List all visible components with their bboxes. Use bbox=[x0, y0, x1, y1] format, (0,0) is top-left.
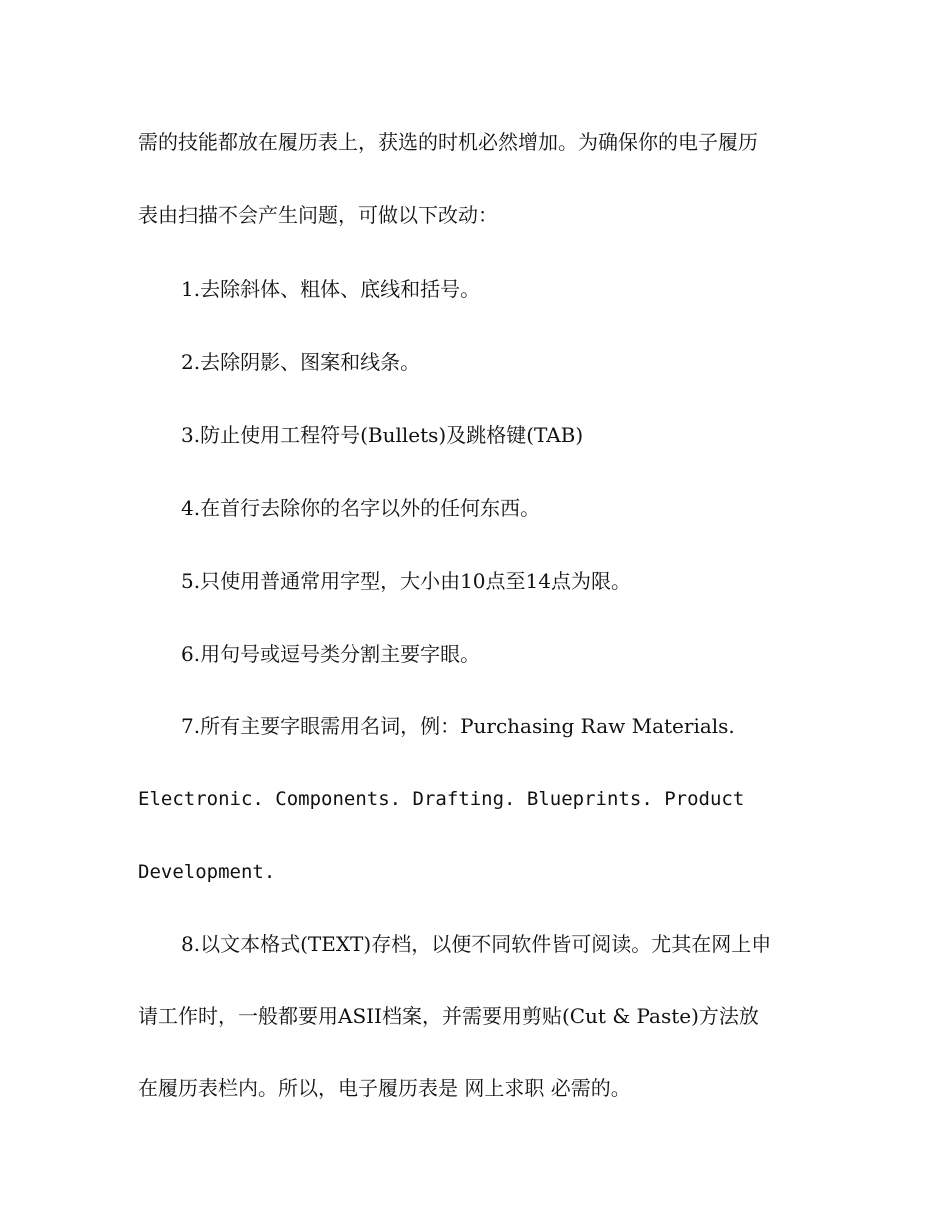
list-item-7: 7.所有主要字眼需用名词，例：Purchasing Raw Materials. bbox=[181, 714, 735, 738]
list-item-6: 6.用句号或逗号类分割主要字眼。 bbox=[181, 642, 481, 666]
paragraph-line-2: 表由扫描不会产生问题，可做以下改动： bbox=[138, 203, 498, 227]
list-item-2: 2.去除阴影、图案和线条。 bbox=[181, 350, 421, 374]
list-item-4: 4.在首行去除你的名字以外的任何东西。 bbox=[181, 496, 541, 520]
list-item-3: 3.防止使用工程符号(Bullets)及跳格键(TAB) bbox=[181, 423, 584, 447]
list-item-7-continuation-2: Development. bbox=[138, 861, 276, 883]
list-item-8: 8.以文本格式(TEXT)存档，以便不同软件皆可阅读。尤其在网上申 bbox=[181, 932, 772, 956]
list-item-5: 5.只使用普通常用字型，大小由10点至14点为限。 bbox=[181, 569, 631, 593]
list-item-8-continuation-1: 请工作时，一般都要用ASII档案，并需要用剪贴(Cut & Paste)方法放 bbox=[138, 1004, 759, 1028]
paragraph-line-1: 需的技能都放在履历表上，获选的时机必然增加。为确保你的电子履历 bbox=[138, 130, 758, 154]
list-item-1: 1.去除斜体、粗体、底线和括号。 bbox=[181, 277, 481, 301]
list-item-8-continuation-2: 在履历表栏内。所以，电子履历表是 网上求职 必需的。 bbox=[138, 1076, 631, 1100]
list-item-7-continuation-1: Electronic. Components. Drafting. Blueprints. Product bbox=[138, 788, 745, 810]
